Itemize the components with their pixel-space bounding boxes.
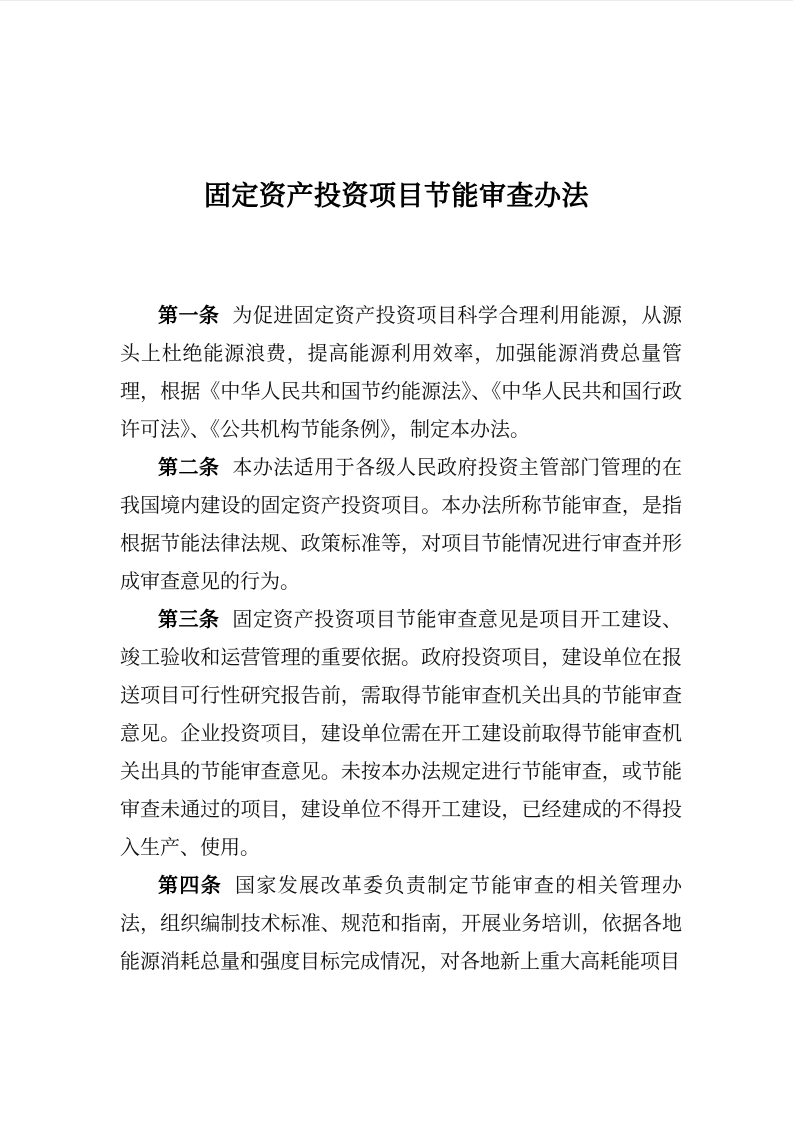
document-body (120, 297, 682, 981)
article-3-label: 第三条 (158, 609, 220, 631)
article-4-text: 国家发展改革委负责制定节能审查的相关管理办法，组织编制技术标准、规范和指南，开展业务培训，依据各地能源消耗总量和强度目标完成情况，对各地新上重大高耗能项目 (120, 875, 683, 973)
article-1-text: 为促进固定资产投资项目科学合理利用能源，从源头上杜绝能源浪费，提高能源利用效率，加强能源消费总量管理，根据《中华人民共和国节约能源法》、《中华人民共和国行政许可法》、《公共机构节能条例》，制定本办法。 (120, 305, 682, 441)
article-1-label: 第一条 (158, 305, 220, 327)
article-2-text: 本办法适用于各级人民政府投资主管部门管理的在我国境内建设的固定资产投资项目。本办法所称节能审查，是指根据节能法律法规、政策标准等，对项目节能情况进行审查并形成审查意见的行为。 (120, 457, 682, 593)
paragraph-article-2 (120, 449, 682, 601)
document-title: 固定资产投资项目节能审查办法 (204, 181, 589, 211)
article-4-label: 第四条 (158, 875, 223, 897)
paragraph-article-3 (120, 601, 682, 867)
paragraph-article-4 (120, 867, 682, 981)
article-3-text: 固定资产投资项目节能审查意见是项目开工建设、竣工验收和运营管理的重要依据。政府投资项目，建设单位在报送项目可行性研究报告前，需取得节能审查机关出具的节能审查意见。企业投资项目，建设单位需在开工建设前取得节能审查机关出具的节能审查意见。未按本办法规定进行节能审查，或节能审查未通过的项目，建设单位不得开工建设，已经建成的不得投入生产、使用。 (120, 609, 682, 859)
paragraph-article-1 (120, 297, 682, 449)
article-2-label: 第二条 (158, 457, 220, 479)
